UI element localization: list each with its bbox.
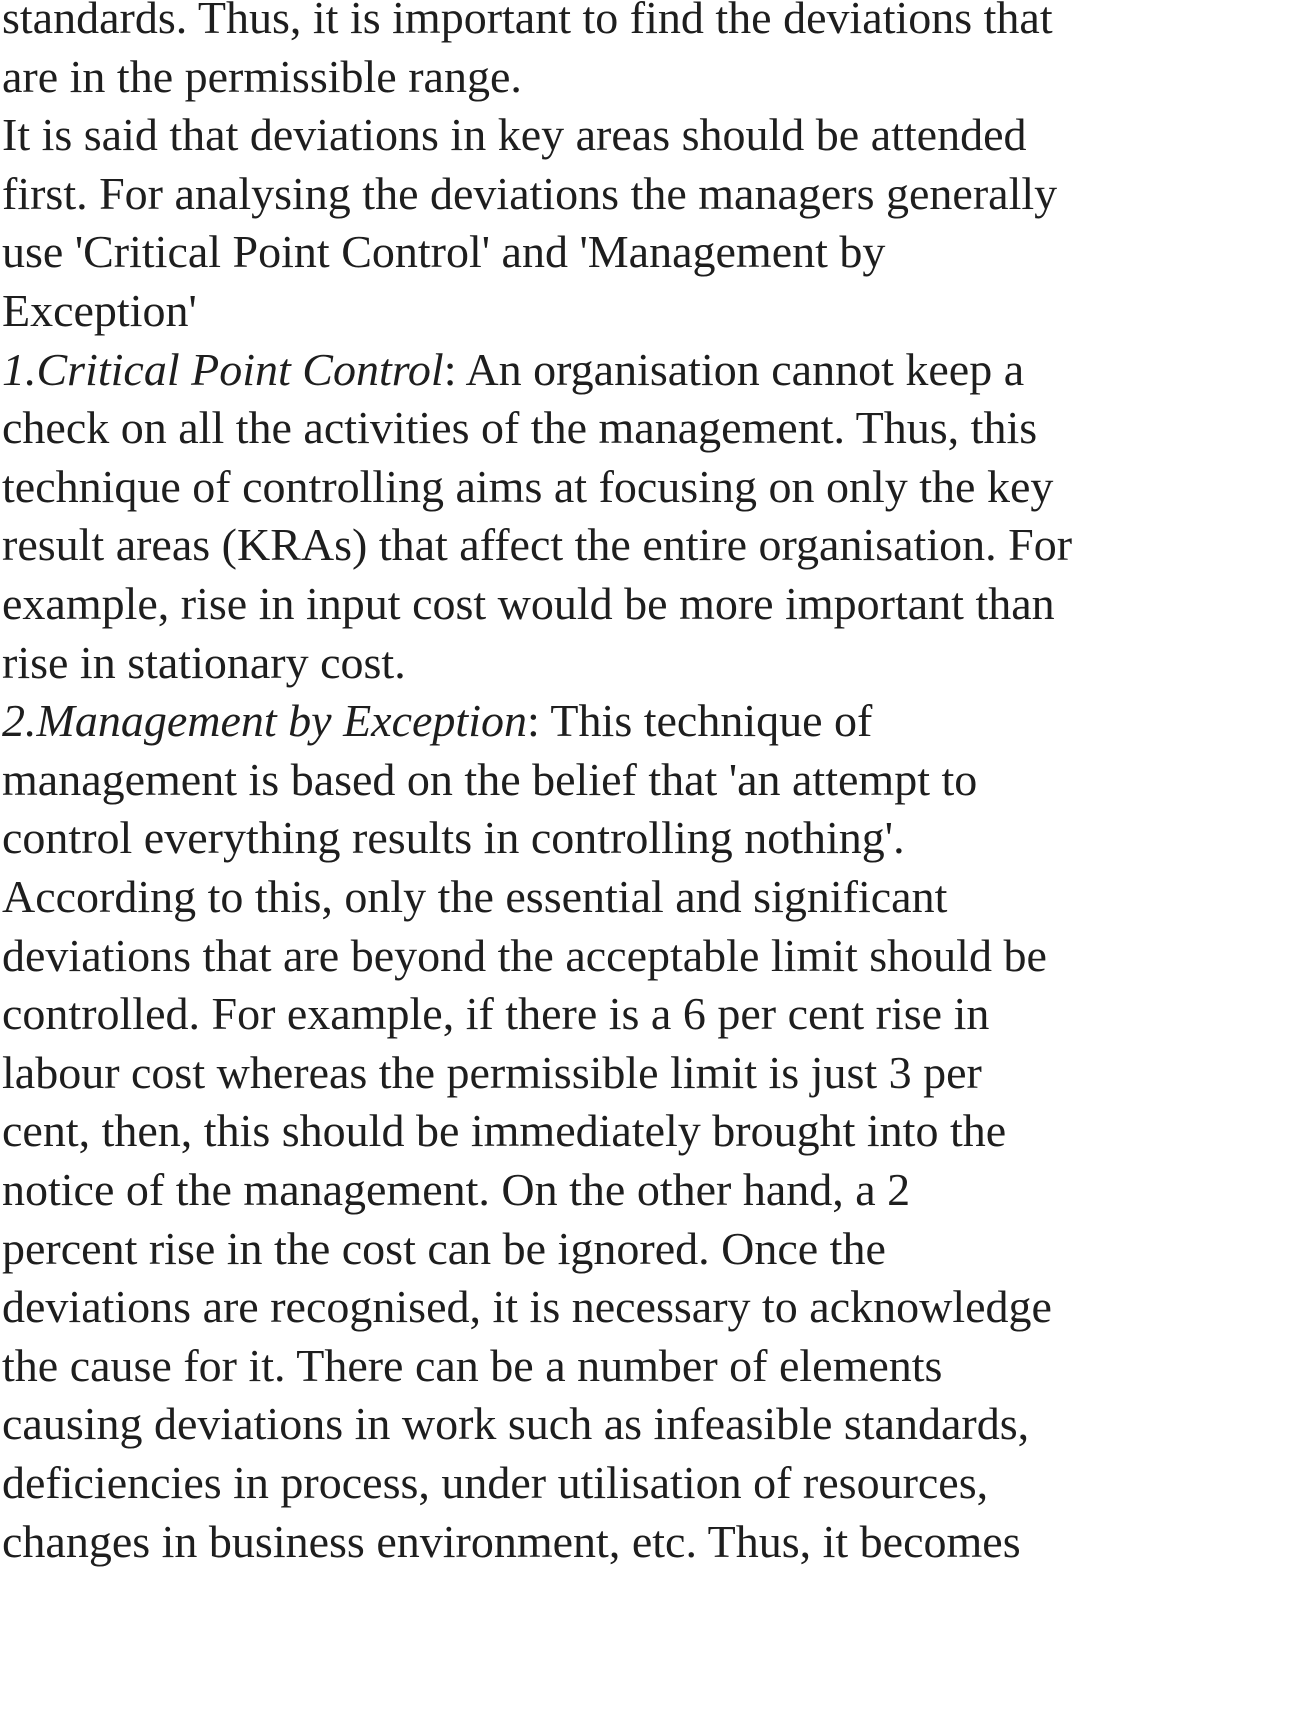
text-line — [2, 751, 977, 809]
text-line — [2, 1337, 942, 1395]
text-line — [2, 1161, 910, 1219]
text-line — [2, 1513, 1021, 1571]
line-text: Exception' — [2, 285, 197, 336]
line-text: rise in stationary cost. — [2, 636, 406, 688]
section-heading: 2.Management by Exception — [2, 695, 527, 747]
text-line — [2, 985, 989, 1043]
line-text: changes in business environment, etc. Thus, it becomes — [2, 1515, 1021, 1567]
line-text: cent, then, this should be immediately brought into the — [2, 1105, 1007, 1157]
line-text: the cause for it. There can be a number of elements — [2, 1339, 943, 1391]
line-text: standards. Thus, it is important to find the deviations that — [2, 0, 1053, 43]
line-text: result areas (KRAs) that affect the entire organisation. For — [2, 519, 1073, 571]
line-text: : This technique of — [526, 695, 873, 747]
text-line — [2, 1044, 982, 1102]
line-text: It is said that deviations in key areas should be attended — [2, 109, 1027, 161]
text-line — [2, 458, 1053, 516]
text-line — [2, 868, 947, 926]
text-line — [2, 0, 1053, 47]
line-text: are in the permissible range. — [2, 50, 522, 102]
text-line — [2, 1102, 1006, 1160]
line-text: causing deviations in work such as infeasible standards, — [2, 1398, 1030, 1450]
line-text: example, rise in input cost would be more important than — [2, 578, 1055, 629]
text-line — [2, 634, 406, 692]
line-text: use 'Critical Point Control' and 'Management by — [2, 226, 886, 278]
text-line — [2, 106, 1027, 164]
text-line — [2, 927, 1047, 985]
line-text: percent rise in the cost can be ignored. Once the — [2, 1222, 886, 1274]
line-text: : An organisation cannot keep a — [443, 343, 1025, 395]
line-text: technique of controlling aims at focusing on only the key — [2, 460, 1054, 512]
text-line — [2, 692, 872, 750]
line-text: control everything results in controlling nothing'. — [2, 812, 905, 864]
text-line — [2, 1278, 1052, 1336]
text-line — [2, 223, 885, 281]
text-line — [2, 341, 1024, 399]
line-text: deviations are recognised, it is necessary to acknowledge — [2, 1281, 1052, 1333]
line-text: check on all the activities of the management. Thus, this — [2, 402, 1038, 454]
line-text: labour cost whereas the permissible limit is just 3 per — [2, 1046, 982, 1098]
text-line — [2, 809, 905, 867]
line-text: controlled. For example, if there is a 6 per cent rise in — [2, 988, 990, 1040]
text-line — [2, 575, 1055, 633]
line-text: first. For analysing the deviations the managers generally — [2, 167, 1058, 219]
section-heading: 1.Critical Point Control — [2, 343, 444, 395]
text-line — [2, 48, 522, 106]
text-line — [2, 165, 1057, 223]
text-line — [2, 282, 197, 340]
line-text: notice of the management. On the other hand, a 2 — [2, 1164, 911, 1215]
line-text: management is based on the belief that 'an attempt to — [2, 753, 978, 805]
text-line — [2, 399, 1037, 457]
text-line — [2, 516, 1072, 574]
text-line — [2, 1454, 988, 1512]
line-text: deficiencies in process, under utilisation of resources, — [2, 1457, 989, 1508]
text-line — [2, 1395, 1029, 1453]
text-line — [2, 1220, 886, 1278]
line-text: According to this, only the essential and significant — [2, 871, 948, 922]
line-text: deviations that are beyond the acceptable limit should be — [2, 929, 1047, 981]
